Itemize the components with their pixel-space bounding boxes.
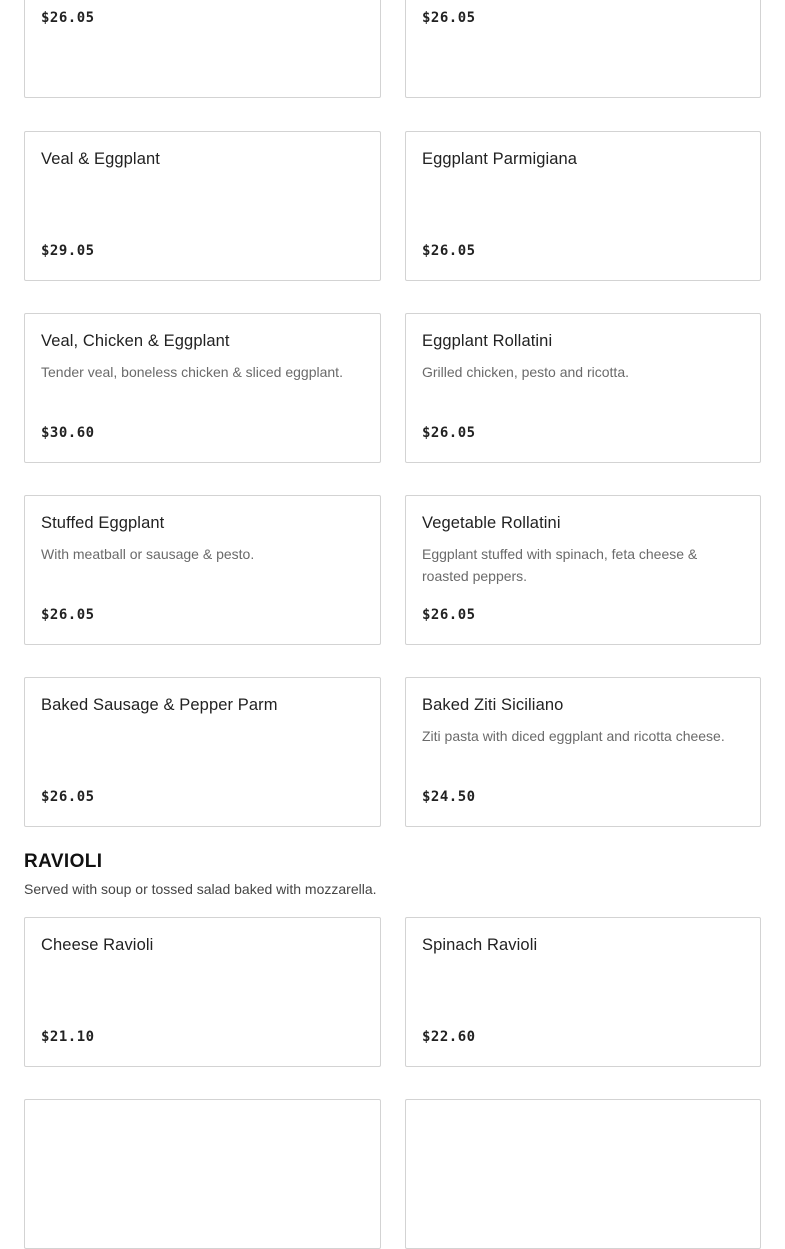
menu-item-card[interactable] <box>405 313 761 463</box>
menu-item-description: Tender veal, boneless chicken & sliced eggplant. <box>41 364 343 380</box>
menu-item-card[interactable] <box>24 1099 381 1249</box>
menu-item-card[interactable] <box>24 313 381 463</box>
menu-item-card[interactable] <box>24 131 381 281</box>
menu-item-price: $26.05 <box>41 607 95 623</box>
menu-item-name: Baked Sausage & Pepper Parm <box>41 696 278 714</box>
menu-item-card[interactable] <box>24 0 381 98</box>
menu-item-name: Eggplant Rollatini <box>422 332 553 350</box>
menu-item-card[interactable] <box>405 0 761 98</box>
menu-item-name: Cheese Ravioli <box>41 936 154 954</box>
menu-item-card[interactable] <box>24 917 381 1067</box>
menu-item-card[interactable] <box>24 495 381 645</box>
menu-item-name: Spinach Ravioli <box>422 936 538 954</box>
menu-item-card[interactable] <box>405 1099 761 1249</box>
menu-item-price: $26.05 <box>422 243 476 259</box>
menu-item-price: $26.05 <box>422 425 476 441</box>
section-title: RAVIOLI <box>24 851 103 872</box>
menu-item-name: Eggplant Parmigiana <box>422 150 578 168</box>
menu-item-name: Veal & Eggplant <box>41 150 160 168</box>
menu-item-description: Grilled chicken, pesto and ricotta. <box>422 364 629 380</box>
menu-item-price: $26.05 <box>41 10 95 26</box>
menu-item-name: Vegetable Rollatini <box>422 514 561 532</box>
menu-item-card[interactable] <box>405 131 761 281</box>
menu-item-price: $30.60 <box>41 425 95 441</box>
menu-item-card[interactable] <box>405 677 761 827</box>
menu-item-price: $26.05 <box>422 10 476 26</box>
menu-item-card[interactable] <box>24 677 381 827</box>
menu-item-card[interactable] <box>405 495 761 645</box>
menu-item-price: $21.10 <box>41 1029 95 1045</box>
menu-item-description: Ziti pasta with diced eggplant and ricotta cheese. <box>422 728 725 744</box>
section-subtitle: Served with soup or tossed salad baked with mozzarella. <box>24 881 377 897</box>
menu-item-price: $22.60 <box>422 1029 476 1045</box>
menu-item-description: Eggplant stuffed with spinach, feta cheese & roasted peppers. <box>422 546 698 584</box>
menu-item-card[interactable] <box>405 917 761 1067</box>
menu-item-name: Veal, Chicken & Eggplant <box>41 332 230 350</box>
menu-item-name: Baked Ziti Siciliano <box>422 696 564 714</box>
menu-item-description: With meatball or sausage & pesto. <box>41 546 255 562</box>
menu-item-price: $24.50 <box>422 789 476 805</box>
menu-item-price: $26.05 <box>422 607 476 623</box>
menu-item-price: $29.05 <box>41 243 95 259</box>
menu-item-name: Stuffed Eggplant <box>41 514 165 532</box>
menu-item-price: $26.05 <box>41 789 95 805</box>
